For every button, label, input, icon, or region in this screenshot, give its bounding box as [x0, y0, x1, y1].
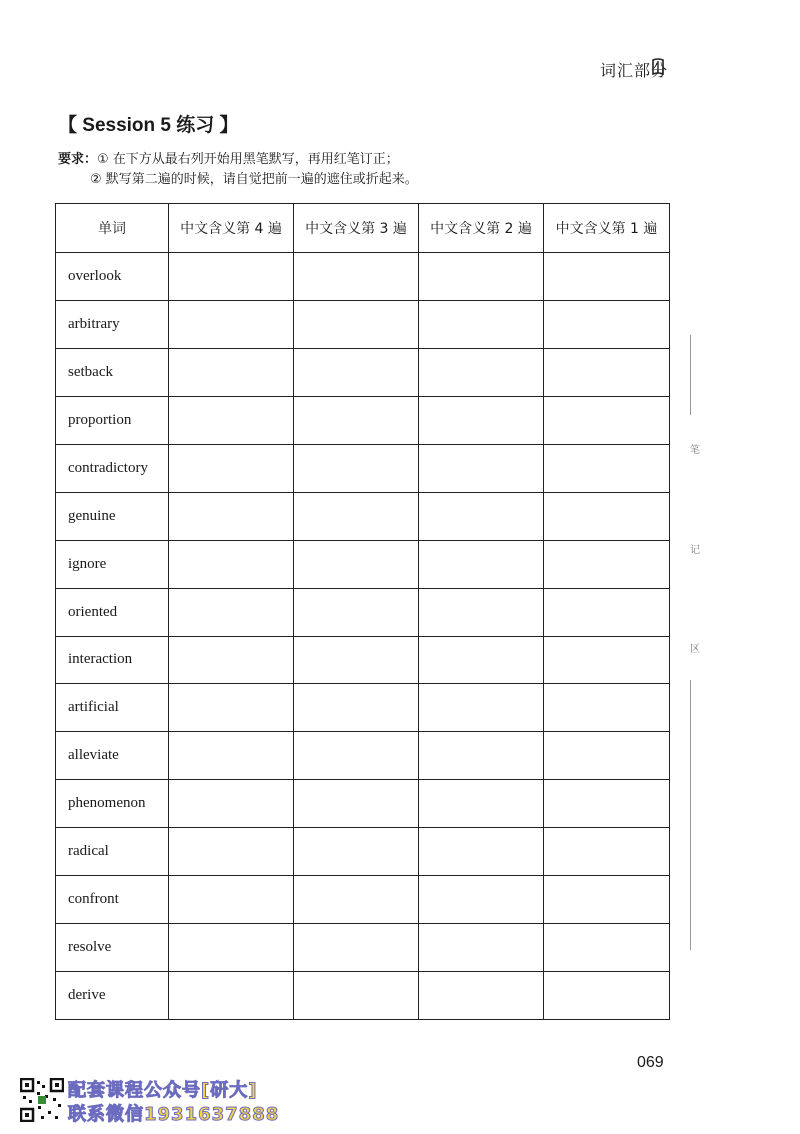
blank-answer-cell[interactable] [419, 492, 544, 540]
table-row [56, 348, 670, 396]
table-row [56, 732, 670, 780]
blank-answer-cell[interactable] [419, 444, 544, 492]
blank-answer-cell[interactable] [169, 540, 294, 588]
blank-answer-cell[interactable] [419, 253, 544, 301]
blank-answer-cell[interactable] [544, 828, 670, 876]
blank-answer-cell[interactable] [544, 300, 670, 348]
word-cell: oriented [56, 588, 169, 636]
word-cell: radical [56, 828, 169, 876]
blank-answer-cell[interactable] [544, 348, 670, 396]
blank-answer-cell[interactable] [169, 492, 294, 540]
word-cell: confront [56, 876, 169, 924]
side-divider [690, 335, 691, 415]
blank-answer-cell[interactable] [169, 924, 294, 972]
table-row [56, 492, 670, 540]
blank-answer-cell[interactable] [169, 396, 294, 444]
blank-answer-cell[interactable] [169, 588, 294, 636]
qr-code-icon [20, 1078, 64, 1122]
blank-answer-cell[interactable] [544, 492, 670, 540]
header-meaning-1: 中文含义第 1 遍 [544, 204, 670, 253]
word-cell: arbitrary [56, 300, 169, 348]
vocab-table [55, 203, 670, 1020]
word-cell: resolve [56, 924, 169, 972]
blank-answer-cell[interactable] [544, 924, 670, 972]
word-cell: artificial [56, 684, 169, 732]
blank-answer-cell[interactable] [544, 636, 670, 684]
word-cell: proportion [56, 396, 169, 444]
blank-answer-cell[interactable] [169, 348, 294, 396]
word-cell: alleviate [56, 732, 169, 780]
word-cell: phenomenon [56, 780, 169, 828]
table-row [56, 972, 670, 1020]
blank-answer-cell[interactable] [419, 396, 544, 444]
blank-answer-cell[interactable] [294, 540, 419, 588]
blank-answer-cell[interactable] [294, 828, 419, 876]
blank-answer-cell[interactable] [419, 924, 544, 972]
blank-answer-cell[interactable] [169, 253, 294, 301]
blank-answer-cell[interactable] [544, 396, 670, 444]
promo-line-2: 联系微信1931637888 [68, 1104, 280, 1125]
blank-answer-cell[interactable] [294, 732, 419, 780]
blank-answer-cell[interactable] [169, 828, 294, 876]
blank-answer-cell[interactable] [544, 540, 670, 588]
blank-answer-cell[interactable] [294, 396, 419, 444]
page-number: 069 [637, 1054, 664, 1071]
word-cell: interaction [56, 636, 169, 684]
table-row [56, 540, 670, 588]
blank-answer-cell[interactable] [294, 492, 419, 540]
blank-answer-cell[interactable] [544, 444, 670, 492]
blank-answer-cell[interactable] [419, 540, 544, 588]
header-word: 单词 [56, 204, 169, 253]
table-row [56, 300, 670, 348]
blank-answer-cell[interactable] [169, 876, 294, 924]
blank-answer-cell[interactable] [169, 732, 294, 780]
blank-answer-cell[interactable] [294, 972, 419, 1020]
blank-answer-cell[interactable] [169, 300, 294, 348]
blank-answer-cell[interactable] [419, 588, 544, 636]
word-cell: derive [56, 972, 169, 1020]
header-meaning-3: 中文含义第 3 遍 [294, 204, 419, 253]
blank-answer-cell[interactable] [169, 780, 294, 828]
blank-answer-cell[interactable] [294, 444, 419, 492]
table-row [56, 396, 670, 444]
blank-answer-cell[interactable] [544, 732, 670, 780]
table-row [56, 444, 670, 492]
blank-answer-cell[interactable] [294, 924, 419, 972]
word-cell: overlook [56, 253, 169, 301]
table-row [56, 924, 670, 972]
blank-answer-cell[interactable] [419, 636, 544, 684]
table-row [56, 684, 670, 732]
blank-answer-cell[interactable] [419, 348, 544, 396]
blank-answer-cell[interactable] [419, 780, 544, 828]
side-note-2: 记 [690, 545, 700, 556]
table-row [56, 588, 670, 636]
blank-answer-cell[interactable] [544, 876, 670, 924]
table-header-row [56, 204, 670, 253]
table-row [56, 828, 670, 876]
blank-answer-cell[interactable] [544, 253, 670, 301]
promo-line-1: 配套课程公众号[研大] [68, 1080, 258, 1101]
requirements-label: 要求： [58, 152, 98, 167]
blank-answer-cell[interactable] [169, 684, 294, 732]
blank-answer-cell[interactable] [294, 588, 419, 636]
blank-answer-cell[interactable] [419, 684, 544, 732]
side-note-3: 区 [690, 644, 700, 655]
blank-answer-cell[interactable] [419, 972, 544, 1020]
blank-answer-cell[interactable] [419, 300, 544, 348]
blank-answer-cell[interactable] [169, 636, 294, 684]
requirement-2: ② 默写第二遍的时候，请自觉把前一遍的遮住或折起来。 [90, 172, 418, 187]
book-icon [650, 58, 666, 76]
table-row [56, 636, 670, 684]
blank-answer-cell[interactable] [294, 636, 419, 684]
blank-answer-cell[interactable] [294, 300, 419, 348]
word-cell: genuine [56, 492, 169, 540]
blank-answer-cell[interactable] [294, 253, 419, 301]
table-row [56, 780, 670, 828]
blank-answer-cell[interactable] [294, 348, 419, 396]
side-note-1: 笔 [690, 445, 700, 456]
blank-answer-cell[interactable] [544, 588, 670, 636]
blank-answer-cell[interactable] [294, 876, 419, 924]
header-meaning-4: 中文含义第 4 遍 [169, 204, 294, 253]
table-row [56, 876, 670, 924]
blank-answer-cell[interactable] [294, 780, 419, 828]
word-cell: contradictory [56, 444, 169, 492]
requirements [58, 150, 418, 190]
blank-answer-cell[interactable] [544, 972, 670, 1020]
word-cell: ignore [56, 540, 169, 588]
page-title: 【 Session 5 练习 】 [58, 115, 239, 136]
blank-answer-cell[interactable] [419, 828, 544, 876]
blank-answer-cell[interactable] [544, 684, 670, 732]
blank-answer-cell[interactable] [544, 780, 670, 828]
section-header: 词汇部分 [599, 61, 668, 80]
header-meaning-2: 中文含义第 2 遍 [419, 204, 544, 253]
blank-answer-cell[interactable] [419, 732, 544, 780]
blank-answer-cell[interactable] [169, 444, 294, 492]
blank-answer-cell[interactable] [419, 876, 544, 924]
word-cell: setback [56, 348, 169, 396]
blank-answer-cell[interactable] [294, 684, 419, 732]
side-divider [690, 680, 691, 950]
blank-answer-cell[interactable] [169, 972, 294, 1020]
requirement-1: ① 在下方从最右列开始用黑笔默写，再用红笔订正； [97, 152, 399, 167]
table-row [56, 253, 670, 301]
